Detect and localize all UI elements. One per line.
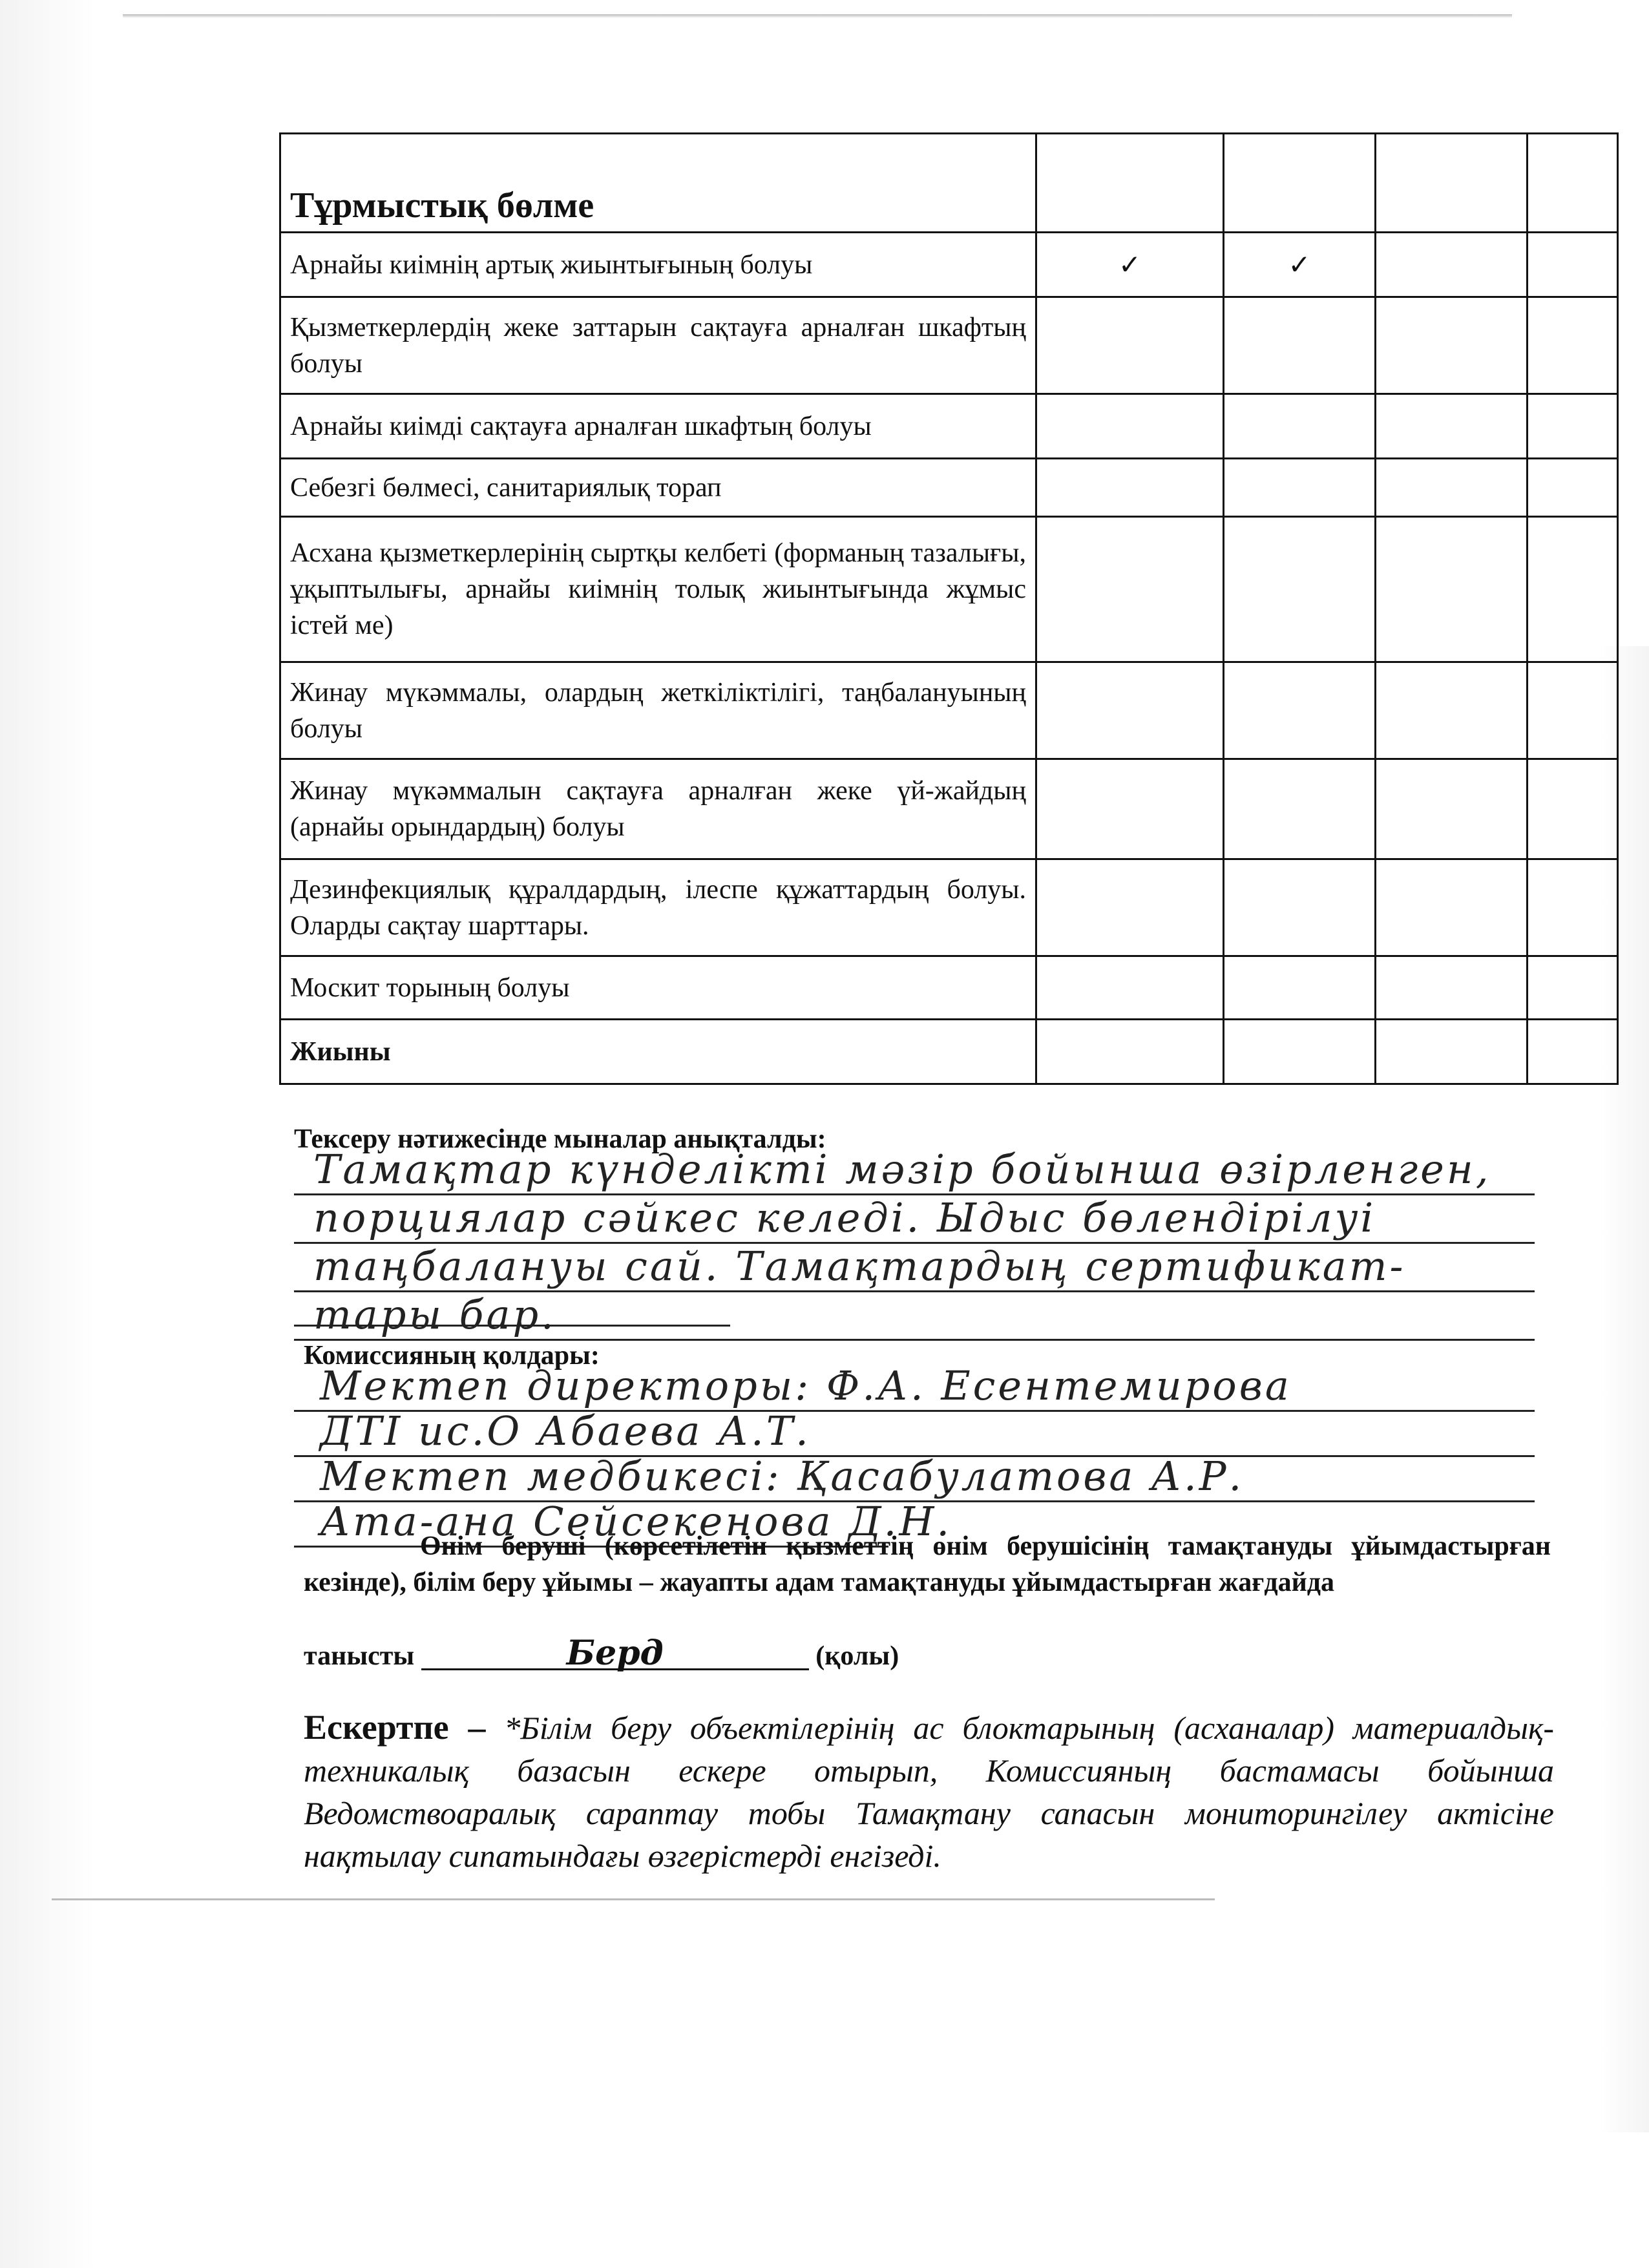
total-row [280,1020,1618,1084]
mark-cell [1224,459,1376,517]
row-label: Қызметкерлердің жеке заттарын сақтауға арналған шкафтың болуы [280,297,1036,394]
mark-cell [1036,459,1224,517]
mark-cell [1528,956,1618,1020]
mark-cell [1528,233,1618,297]
mark-cell [1376,956,1528,1020]
mark-cell [1376,859,1528,956]
mark-cell [1036,859,1224,956]
signature-line [294,1363,1535,1412]
mark-cell [1036,297,1224,394]
mark-cell [1224,297,1376,394]
ack-signature: Берд [421,1639,809,1670]
mark-cell [1224,956,1376,1020]
mark-cell [1376,459,1528,517]
note-head: Ескертпе – [304,1708,486,1747]
handwritten-text: тары бар. [313,1291,556,1338]
findings-title: Тексеру нәтижесінде мыналар анықталды: [294,1124,826,1154]
scan-left-margin [0,0,136,2268]
note-body: *Білім беру объектілерінің ас блоктарының (асханалар) материалдық-техникалық базасын ескере отырып, Комиссияның бастамасы бойынша Ведомствоаралық сараптау тобы Тамақтану сапасын мониторингілеу актісіне нақтылау сипатындағы өзгерістерді енгізеді. [304,1710,1555,1874]
mark-cell [1224,859,1376,956]
mark-cell [1528,517,1618,662]
note-paragraph [304,1706,1554,1877]
table-row [280,517,1618,662]
check-mark: ✓ [1036,233,1224,297]
mark-cell [1528,459,1618,517]
signature-line [294,1454,1535,1502]
mark-cell [1036,134,1224,233]
mark-cell [1224,662,1376,759]
provider-statement [304,1528,1551,1601]
handwritten-text: Тамақтар күнделікті мәзір бойынша өзірленген, [313,1146,1491,1193]
handwritten-text: таңбалануы сай. Тамақтардың сертификат- [313,1243,1406,1290]
check-mark: ✓ [1224,233,1376,297]
mark-cell [1376,517,1528,662]
mark-cell [1036,662,1224,759]
section-title: Тұрмыстық бөлме [280,134,1036,233]
signature-line [294,1409,1535,1457]
handwritten-signature: Ата-ана Сейсекенова Д.Н. [320,1498,952,1545]
handwritten-signature: Мектеп директоры: Ф.А. Есентемирова [320,1362,1292,1409]
mark-cell [1036,956,1224,1020]
ack-suffix: (қолы) [815,1641,899,1671]
mark-cell [1036,394,1224,459]
findings-line [294,1147,1535,1195]
table-row [280,759,1618,859]
mark-cell [1376,662,1528,759]
mark-cell [1528,394,1618,459]
row-label: Арнайы киімнің артық жиынтығының болуы [280,233,1036,297]
mark-cell [1036,517,1224,662]
mark-cell [1376,759,1528,859]
mark-cell [1528,759,1618,859]
handwritten-text: порциялар сәйкес келеді. Ыдыс бөлендірілуі [313,1194,1376,1241]
signatures-title: Комиссияның қолдары: [304,1341,600,1370]
mark-cell [1528,859,1618,956]
acknowledgement [304,1633,899,1674]
findings-line [294,1292,1535,1341]
section-title-row [280,134,1618,233]
mark-cell [1224,517,1376,662]
findings-short-rule [294,1325,730,1327]
mark-cell [1036,759,1224,859]
mark-cell [1376,233,1528,297]
handwritten-signature: Мектеп медбикесі: Қасабулатова А.Р. [320,1453,1245,1500]
row-label: Асхана қызметкерлерінің сыртқы келбеті (форманың тазалығы, ұқыптылығы, арнайы киімнің толық жиынтығында жұмыс істей ме) [280,517,1036,662]
table-row [280,956,1618,1020]
mark-cell [1224,759,1376,859]
mark-cell [1224,134,1376,233]
scan-top-edge [123,14,1512,18]
row-label: Жинау мүкәммалы, олардың жеткіліктілігі, таңбалануының болуы [280,662,1036,759]
checklist-table [279,132,1619,1085]
mark-cell [1376,134,1528,233]
row-label: Арнайы киімді сақтауға арналған шкафтың болуы [280,394,1036,459]
table-row [280,394,1618,459]
provider-text: Өнім беруші (көрсетілетін қызметтің өнім берушісінің тамақтануды ұйымдастырған кезінде), білім беру ұйымы – жауапты адам тамақтануды ұйымдастырған жағдайда [304,1531,1551,1597]
total-label: Жиыны [280,1020,1036,1084]
mark-cell [1528,297,1618,394]
mark-cell [1224,1020,1376,1084]
scan-bottom-line [52,1898,1215,1900]
findings-line [294,1244,1535,1292]
mark-cell [1528,134,1618,233]
row-label: Дезинфекциялық құралдардың, ілеспе құжаттардың болуы. Оларды сақтау шарттары. [280,859,1036,956]
row-label: Себезгі бөлмесі, санитариялық торап [280,459,1036,517]
table-row [280,662,1618,759]
findings-line [294,1195,1535,1244]
ack-label: танысты [304,1641,415,1671]
table-row [280,233,1618,297]
table-row [280,297,1618,394]
table-row [280,859,1618,956]
mark-cell [1528,1020,1618,1084]
mark-cell [1376,394,1528,459]
mark-cell [1376,1020,1528,1084]
mark-cell [1376,297,1528,394]
row-label: Жинау мүкәммалын сақтауға арналған жеке үй-жайдың (арнайы орындардың) болуы [280,759,1036,859]
handwritten-signature: ДТІ ис.О Абаева А.Т. [320,1407,811,1454]
mark-cell [1036,1020,1224,1084]
mark-cell [1224,394,1376,459]
row-label: Москит торының болуы [280,956,1036,1020]
mark-cell [1528,662,1618,759]
table-row [280,459,1618,517]
